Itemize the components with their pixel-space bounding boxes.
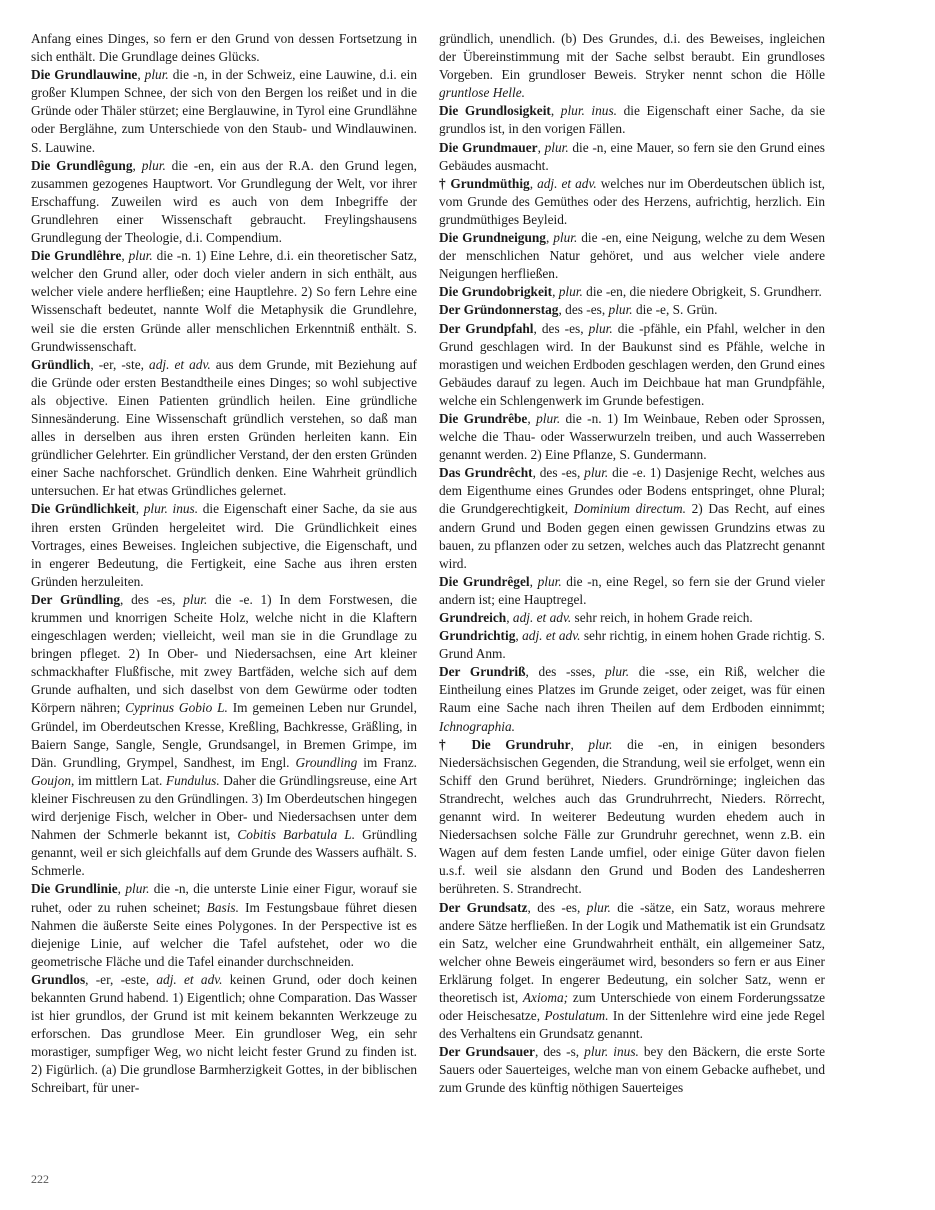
entry-headword: Der Gründonnerstag	[439, 302, 559, 318]
entry-text: die -n, eine Regel, so fern sie der Grund vieler andern ist; eine Hauptregel.	[439, 573, 826, 607]
entry-headword: Die Grundlêgung	[31, 157, 133, 173]
entry-text: Daher die Gründlingsreuse, eine Art kleiner Fischreusen zu den Gründlingen. 3) Im Oberdeutschen hingegen wird derjenige Fisch, welcher in Ober- und Niedersachsen unter dem Nahmen der Schmerle bekannt ist,	[31, 772, 417, 843]
entry-text: Im gemeinen Leben nur Grundel, Gründel, im Oberdeutschen Kresse, Kreßling, Bachkresse, Gräßling, in Baiern Sange, Sangle, Sengle, Grundsangel, in Bremen Grimpe, im Dän. Grundling, Grympel, Sandhest, im Engl.	[31, 700, 417, 770]
entry-text: Gründling genannt, weil er sich gleichfalls auf dem Grunde des Wassers aufhält. S. Schmerle.	[31, 827, 417, 879]
entry-italic-text: plur.	[588, 320, 613, 336]
entry-italic-text: Postulatum.	[544, 1008, 609, 1024]
entry-italic-text: Groundling	[295, 754, 358, 770]
dictionary-entry: † Die Grundruhr, plur. die -en, in einigen besonders Niedersächsischen Gegenden, die Strandung, weil sie erfolget, wenn ein Schiff den Grund berühret, Nieders. Grundrörninge; ingleichen das Strandrecht, welches auch das Grundruhrrecht, Nieders. Rörrecht, genannt wird. In weiterer Bedeutung wurden ehedem auch in Niedersachsen solche Fälle zur Grundruhr gerechnet, wenn z.B. ein Wagen auf dem festen Lande umfiel, oder einige Güter davon fielen u.s.f. weil sie alsdann den Grund und Boden des Landesherren berühreten. S. Strandrecht.	[439, 736, 825, 897]
entry-italic-text: plur.	[584, 465, 609, 481]
entry-headword: † Grundmüthig	[439, 175, 530, 191]
entry-headword: Die Grundneigung	[439, 230, 546, 246]
dictionary-entry: Die Grundlinie, plur. die -n, die unterste Linie einer Figur, worauf sie ruhet, oder zu ruhen scheinet; Basis. Im Festungsbaue führet diesen Nahmen die äußerste Seite eines Polygones. In der Perspective ist es diejenige Linie, auf welcher die Tafel aufstehet, oder wo die geometrische Fläche und die Tafel einander durchschneiden.	[31, 881, 418, 969]
entry-headword: Die Gründlichkeit	[31, 501, 136, 517]
entry-grammar: adj. et adv.	[522, 628, 581, 644]
entry-text: 2) Das Recht, auf eines andern Grund und Boden gegen einen gewissen Grundzins etwas zu bauen, zu pflanzen oder zu setzen, welches auch das Platzrecht genannt wird.	[439, 501, 825, 571]
entry-grammar: plur. inus.	[143, 501, 199, 517]
dictionary-entry: Die Grundlêgung, plur. die -en, ein aus der R.A. den Grund legen, zusammen gezogenes Hauptwort. Vor Grundlegung der Welt, vor ihrer Erschaffung. Zuweilen wird es auch von dem Inbegriffe der Grundlehren einer Wissenschaft gebraucht. Freylingshausens Grundlegung der Theologie, d.i. Compendium.	[31, 157, 418, 246]
entry-headword: Der Grundriß	[439, 664, 526, 680]
entry-headword: Die Grundlêhre	[31, 248, 122, 264]
entry-italic-text: Goujon	[31, 772, 72, 788]
entry-text: keinen Grund, oder doch keinen bekannten Grund habend. 1) Eigentlich; ohne Comparation. Das Wasser ist hier grundlos, der Grund ist mit keinem bekannten Werkzeuge zu erforschen. Das grundlose Meer. Ein grundloser Weg, ein sehr morastiger, sumpfiger Weg, wo nicht leicht fester Grund zu finden ist. 2) Figürlich. (a) Die grundlose Barmherzigkeit Gottes, in der biblischen Schreibart, für uner-	[31, 971, 417, 1096]
entry-headword: Grundrichtig	[439, 628, 516, 644]
entry-text: die -e. 1) In dem Forstwesen, die krummen und knorrigen Scheite Holz, welche nicht in die Klaftern eingeschlagen werden; vielleicht, weil man sie in die Grundlage zu bringen pfleget. 2) In Ober- und Niedersachsen, eine Art kleiner schmackhafter Flußfische, mit zwey Bartfäden, welche sich auf dem Grunde aufhalten, und sich daselbst von dem Gewürme oder todten Körpern nähren;	[31, 591, 418, 716]
entry-headword: † Die Grundruhr	[439, 736, 571, 752]
entry-headword: Die Grundlauwine	[31, 67, 138, 83]
entry-grammar: plur.	[125, 881, 150, 897]
entry-text: Im Festungsbaue führet diesen Nahmen die äußerste Seite eines Polygones. In der Perspective ist es diejenige Linie, auf welcher die Tafel aufstehet, oder wo die geometrische Fläche und die Tafel einander durchschneiden.	[31, 899, 417, 969]
entry-text: In der Sittenlehre wird eine jede Regel des Verhaltens ein Grundsatz genannt.	[439, 1008, 825, 1042]
dictionary-entry: Die Grundrêgel, plur. die -n, eine Regel, so fern sie der Grund vieler andern ist; eine Hauptregel.	[439, 573, 826, 607]
entry-text: die -en, eine Neigung, welche zu dem Wesen der menschlichen Natur gehöret, und aus welcher viele andere Neigungen herfließen.	[439, 230, 825, 282]
dictionary-entry	[439, 464, 825, 573]
dictionary-entry	[439, 301, 825, 319]
entry-text: gründlich, unendlich. (b) Des Grundes, d.i. des Beweises, ingleichen der Übereinstimmung mit der Sache selbst beraubt. Ein grundloses Vorgeben. Ein grundloser Beweis. Stryker nennt schon die Hölle	[439, 31, 825, 83]
entry-headword: Die Grundmauer	[439, 139, 538, 155]
entry-italic-text: Fundulus.	[165, 772, 220, 788]
dictionary-entry: Die Grundneigung, plur. die -en, eine Neigung, welche zu dem Wesen der menschlichen Natur gehöret, und aus welcher viele andere Neigungen herfließen.	[439, 230, 825, 282]
entry-text: , des -es,	[120, 591, 184, 607]
entry-text: welches nur im Oberdeutschen üblich ist, vom Grunde des Gemüthes oder des Herzens, aufrichtig, herzlich. Ein grundmüthiges Beyleid.	[439, 175, 825, 227]
entry-text: die -n. 1) Eine Lehre, d.i. ein theoretischer Satz, welcher den Grund aller, oder doch vieler andern in sich enthält, aus welcher viele andere herfließen; eine Hauptlehre. 2) So fern Lehre eine Wissenschaft bedeutet, nannte Wolf die Metaphysik die Grundlehre, weil sie die ersten Gründe aller menschlichen Erkenntniß enthält. S. Grundwissenschaft.	[31, 248, 417, 354]
dictionary-entry: † Grundmüthig, adj. et adv. welches nur im Oberdeutschen üblich ist, vom Grunde des Gemüthes oder des Herzens, aufrichtig, herzlich. Ein grundmüthiges Beyleid.	[439, 175, 825, 227]
dictionary-entry	[31, 356, 417, 501]
entry-text: die -pfähle, ein Pfahl, welcher in den Grund geschlagen wird. In der Baukunst sind es Pfähle, welche in morastigen und weichen Erdboden geschlagen werden, den Grund eines Gebäudes darauf zu legen. Auch im Deichbaue hat man Grundpfähle, welche ein Schlengenwerk im Grunde befestigen.	[439, 320, 826, 408]
entry-italic-text: plur.	[586, 899, 611, 915]
entry-headword: Die Grundrêgel	[439, 573, 530, 589]
entry-italic-text: Cobitis Barbatula L.	[237, 827, 356, 843]
page-number: 222	[31, 1172, 49, 1186]
entry-grammar: plur.	[588, 736, 613, 752]
entry-headword: Die Grundlinie	[31, 881, 118, 897]
entry-text: , des -es,	[532, 465, 585, 481]
entry-headword: Gründlich	[31, 356, 91, 372]
entry-text: aus dem Grunde, mit Beziehung auf die Gründe oder ersten Bestandtheile eines Dinges; so wohl subjective als objective. Einen Patienten gründlich heilen. Eine gründliche Sinnesänderung. Eine Wissenschaft gründlich verstehen, so daß man alles in derselben aus ihren ersten Gründen herleiten kann. Ein gründlicher Gelehrter. Ein gründlicher Verstand, der den ersten Gründen einer Sache nachforschet. Gründlich denken. Eine Wahrheit gründlich untersuchen. Er hat etwas Gründliches gelernet.	[31, 356, 417, 499]
dictionary-entry	[31, 971, 417, 1098]
dictionary-entry	[31, 591, 417, 881]
entry-headword: Grundlos	[31, 971, 86, 987]
entry-text: die -en, ein aus der R.A. den Grund legen, zusammen gezogenes Hauptwort. Vor Grundlegung der Welt, vor ihrer Erschaffung. Zuweilen wird es auch von dem Inbegriffe der Grundlehren einer Wissenschaft gebraucht. Freylingshausens Grundlegung der Theologie, d.i. Compendium.	[31, 157, 418, 246]
dictionary-entry: Die Grundobrigkeit, plur. die -en, die niedere Obrigkeit, S. Grundherr.	[439, 284, 822, 300]
entry-grammar: plur.	[144, 67, 169, 83]
entry-text: die -en, in einigen besonders Niedersächsischen Gegenden, die Strandung, weil sie erfolget, wenn ein Schiff den Grund berühret, Nieders. Grundrörninge; ingleichen das Strandrecht, welches auch das Grundruhrrecht, Nieders. Rörrecht, genannt wird. In weiterer Bedeutung wurden ehedem auch in Niedersachsen solche Fälle zur Grundruhr gerechnet, wenn z.B. ein Wagen auf dem festen Lande umfiel, oder einige Güter davon fielen u.s.f. weil sie alsdann den Grund und Boden des Landesherren berühreten. S. Strandrecht.	[439, 736, 825, 897]
entry-grammar: plur.	[141, 157, 166, 173]
entry-italic-text: Ichnographia.	[439, 718, 515, 734]
entry-text: bey den Bäckern, die erste Sorte Sauers oder Sauerteiges, welche man von einem Gebacke aufhebet, und zum Grunde des künftig nöthigen Sauerteiges	[439, 1044, 825, 1096]
dictionary-entry	[439, 663, 825, 735]
entry-text: Anfang eines Dinges, so fern er den Grund von dessen Fortsetzung in sich enthält. Die Grundlage deines Glücks.	[31, 31, 417, 65]
entry-text: die -e. 1) Dasjenige Recht, welches aus dem Eigenthume eines Grundes oder Bodens entspringet, ohne Plural; die Grundgerechtigkeit,	[439, 465, 825, 517]
entry-text: die -sse, ein Riß, welcher die Eintheilung eines Platzes im Grunde zeiget, oder zeiget, was für einen Raum eine Sache nach ihren Theilen auf dem Erdboden einnimmt;	[439, 664, 825, 716]
entry-grammar: plur.	[553, 230, 578, 246]
dictionary-entry: Die Grundlauwine, plur. die -n, in der Schweiz, eine Lauwine, d.i. ein großer Klumpen Schnee, der sich von den Bergen los reißet und in die Gründe oder Thäler stürzet; eine Berglauwine, in Tyrol eine Grundlähne oder Berglähne, zum Unterschiede von den Staub- und Windlauwinen. S. Lauwine.	[31, 67, 417, 155]
entry-italic-text: Cyprinus Gobio L.	[125, 700, 228, 716]
entry-italic-text: Dominium directum.	[573, 501, 686, 517]
left-column	[31, 30, 417, 1098]
entry-grammar: adj. et adv.	[512, 610, 572, 625]
dictionary-entry	[439, 1043, 825, 1097]
entry-headword: Grundreich	[439, 610, 507, 625]
entry-italic-text: gruntlose Helle.	[439, 85, 525, 101]
entry-headword: Die Grundlosigkeit	[439, 103, 551, 119]
entry-text: die -en, die niedere Obrigkeit, S. Grundherr.	[582, 284, 822, 300]
entry-text: , -er, -ste,	[90, 356, 150, 372]
entry-grammar: plur.	[537, 573, 562, 589]
entry-headword: Die Grundobrigkeit	[439, 284, 553, 300]
dictionary-entry: Die Grundlosigkeit, plur. inus. die Eigenschaft einer Sache, da sie grundlos ist, in den vorigen Fällen.	[439, 103, 825, 137]
entry-headword: Das Grundrêcht	[439, 465, 533, 481]
entry-text: , des -es,	[527, 899, 587, 915]
entry-grammar: plur.	[128, 248, 153, 264]
entry-italic-text: Axioma;	[522, 989, 569, 1005]
entry-italic-text: plur.	[183, 591, 208, 607]
right-column	[439, 30, 825, 1098]
dictionary-entry: Grundrichtig, adj. et adv. sehr richtig, in einem hohen Grade richtig. S. Grund Anm.	[439, 628, 826, 662]
entry-grammar: plur. inus.	[560, 103, 618, 119]
entry-text: die -n, eine Mauer, so fern sie den Grund eines Gebäudes ausmacht.	[439, 139, 825, 173]
entry-italic-text: Basis.	[206, 899, 239, 915]
entry-grammar: plur.	[558, 284, 583, 300]
entry-text: die Eigenschaft einer Sache, da sie grundlos ist, in den vorigen Fällen.	[439, 103, 825, 137]
entry-grammar: plur.	[536, 410, 561, 426]
entry-text: die -sätze, ein Satz, woraus mehrere andere Sätze herfließen. In der Logik und Mathematik ist ein Grundsatz ein Satz, welcher eine Grundwahrheit enthält, ein allgemeiner Satz, welcher ohne Beweis eingeräumet wird, besonders so fern er aus Einer Erklärung folget. In engerer Bedeutung, ein solcher Satz, wenn er theoretisch ist,	[439, 899, 826, 1005]
dictionary-entry	[439, 899, 825, 1044]
dictionary-entry: Die Gründlichkeit, plur. inus. die Eigenschaft einer Sache, da sie aus ihren ersten Gründen hergeleitet wird. Die Gründlichkeit eines Vortrages, eines Beweises. Ingleichen subjective, die Eigenschaft, und in engerer Bedeutung, die Fertigkeit, eine Sache aus ihren ersten Gründen herzuleiten.	[31, 501, 418, 589]
entry-italic-text: adj. et adv.	[156, 971, 223, 987]
entry-text: die -e, S. Grün.	[632, 302, 718, 318]
entry-text: , des -sses,	[525, 664, 605, 680]
entry-italic-text: adj. et adv.	[149, 356, 211, 372]
entry-text: die Eigenschaft einer Sache, da sie aus ihren ersten Gründen hergeleitet wird. Die Gründlichkeit eines Vortrages, eines Beweises. Ingleichen subjective, die Eigenschaft, und in engerer Bedeutung, die Fertigkeit, eine Sache aus ihren ersten Gründen herzuleiten.	[31, 501, 418, 589]
entry-italic-text: plur. inus.	[584, 1044, 639, 1060]
entry-text: , des -es,	[533, 320, 589, 336]
entry-text: die -n. 1) Im Weinbaue, Reben oder Sprossen, welche die Thau- oder Wasserwurzeln treiben, und auch Wasserreben genannt werden. 2) Eine Pflanze, S. Gundermann.	[439, 410, 826, 463]
entry-text: , des -es,	[558, 302, 609, 318]
entry-headword: Die Grundrêbe	[439, 410, 528, 426]
entry-headword: Der Gründling	[31, 591, 121, 607]
entry-grammar: plur.	[544, 139, 569, 155]
entry-text: , -er, -este,	[85, 971, 157, 987]
dictionary-entry	[439, 320, 825, 410]
entry-headword: Der Grundsauer	[439, 1044, 535, 1060]
dictionary-entry: Grundreich, adj. et adv. sehr reich, in hohem Grade reich.	[439, 610, 753, 625]
dictionary-entry	[31, 30, 417, 66]
entry-italic-text: plur.	[608, 302, 633, 318]
dictionary-entry	[439, 30, 825, 102]
entry-text: im Franz.	[357, 754, 418, 770]
entry-text: , im mittlern Lat.	[71, 772, 166, 788]
entry-text: sehr reich, in hohem Grade reich.	[571, 610, 753, 625]
dictionary-entry: Die Grundlêhre, plur. die -n. 1) Eine Lehre, d.i. ein theoretischer Satz, welcher den Grund aller, oder doch vieler andern in sich enthält, aus welcher viele andere herfließen; eine Hauptlehre. 2) So fern Lehre eine Wissenschaft bedeutet, nannte Wolf die Metaphysik die Grundlehre, weil sie die ersten Gründe aller menschlichen Erkenntniß enthält. S. Grundwissenschaft.	[31, 248, 417, 354]
entry-text: , des -s,	[534, 1044, 585, 1060]
entry-headword: Der Grundsatz	[439, 899, 528, 915]
entry-text: sehr richtig, in einem hohen Grade richtig. S. Grund Anm.	[439, 628, 826, 662]
entry-headword: Der Grundpfahl	[439, 320, 534, 336]
entry-grammar: adj. et adv.	[537, 175, 597, 191]
entry-text: die -n, die unterste Linie einer Figur, worauf sie ruhet, oder zu ruhen scheinet;	[31, 881, 418, 915]
entry-italic-text: plur.	[604, 664, 630, 680]
entry-text: zum Unterschiede von einem Forderungssatze oder Heischesatze,	[439, 989, 825, 1024]
entry-text: die -n, in der Schweiz, eine Lauwine, d.i. ein großer Klumpen Schnee, der sich von den Bergen los reißet und in die Gründe oder Thäler stürzet; eine Berglauwine, in Tyrol eine Grundlähne oder Berglähne, zum Unterschiede von den Staub- und Windlauwinen. S. Lauwine.	[31, 67, 417, 155]
dictionary-entry: Die Grundmauer, plur. die -n, eine Mauer, so fern sie den Grund eines Gebäudes ausmacht.	[439, 139, 825, 173]
dictionary-entry: Die Grundrêbe, plur. die -n. 1) Im Weinbaue, Reben oder Sprossen, welche die Thau- oder Wasserwurzeln treiben, und auch Wasserreben genannt werden. 2) Eine Pflanze, S. Gundermann.	[439, 410, 826, 463]
